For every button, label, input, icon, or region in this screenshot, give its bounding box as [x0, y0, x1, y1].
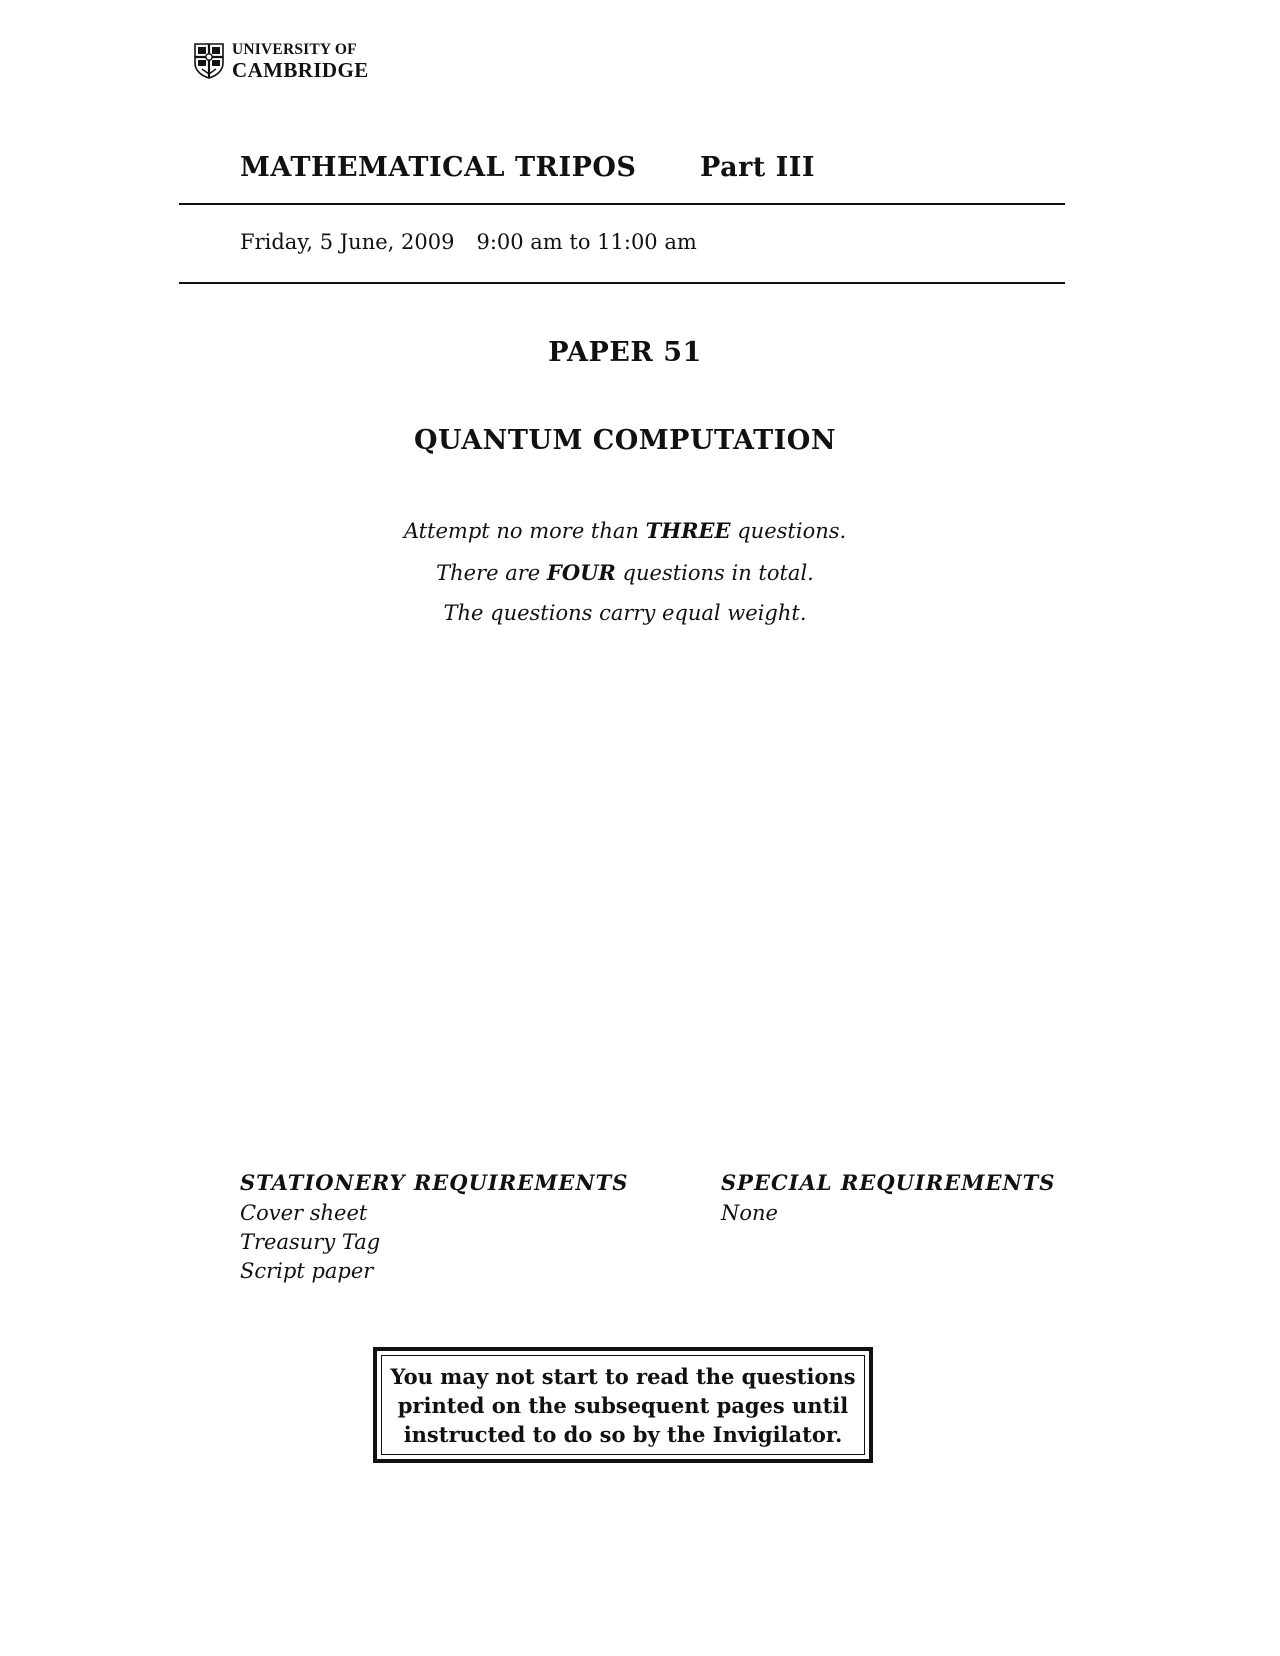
notice-line: printed on the subsequent pages until	[397, 1392, 849, 1418]
rubric-line-2-pre: There are	[436, 561, 547, 585]
rubric-line-3: The questions carry equal weight.	[443, 601, 807, 625]
logo-line-2: CAMBRIDGE	[232, 57, 369, 82]
exam-date: Friday, 5 June, 2009	[240, 230, 455, 254]
special-item: None	[721, 1201, 778, 1225]
rubric-line-2	[0, 560, 1250, 585]
invigilator-notice-inner	[381, 1355, 865, 1455]
university-logo	[194, 42, 369, 81]
logo-wordmark	[232, 42, 369, 81]
stationery-item: Cover sheet	[240, 1201, 368, 1225]
logo-line-1: UNIVERSITY OF	[232, 41, 357, 58]
stationery-item: Script paper	[240, 1259, 374, 1283]
rubric-line-2-post: questions in total.	[615, 561, 814, 585]
stationery-heading: STATIONERY REQUIREMENTS	[240, 1170, 629, 1195]
header-rule-bottom	[179, 282, 1065, 284]
paper-title: QUANTUM COMPUTATION	[413, 425, 837, 456]
special-requirements	[721, 1170, 1055, 1228]
rubric-line-1-pre: Attempt no more than	[403, 519, 646, 543]
invigilator-notice-box	[373, 1347, 873, 1463]
stationery-requirements	[240, 1170, 628, 1286]
notice-line: instructed to do so by the Invigilator.	[403, 1421, 843, 1447]
rubric-line-1-bold: THREE	[645, 518, 731, 543]
rubric-line-1-post: questions.	[730, 519, 847, 543]
special-heading: SPECIAL REQUIREMENTS	[721, 1170, 1056, 1195]
paper-number: PAPER 51	[548, 337, 702, 368]
tripos-title: MATHEMATICAL TRIPOS	[240, 152, 637, 183]
header-rule-top	[179, 203, 1065, 205]
exam-header	[240, 152, 816, 183]
university-crest-icon	[194, 43, 224, 79]
stationery-item: Treasury Tag	[240, 1230, 381, 1254]
tripos-part: Part III	[700, 152, 816, 183]
rubric-line-2-bold: FOUR	[546, 560, 616, 585]
notice-line: You may not start to read the questions	[390, 1363, 856, 1389]
rubric-line-1	[0, 518, 1250, 543]
exam-time: 9:00 am to 11:00 am	[476, 230, 697, 254]
exam-date-row	[240, 230, 697, 254]
